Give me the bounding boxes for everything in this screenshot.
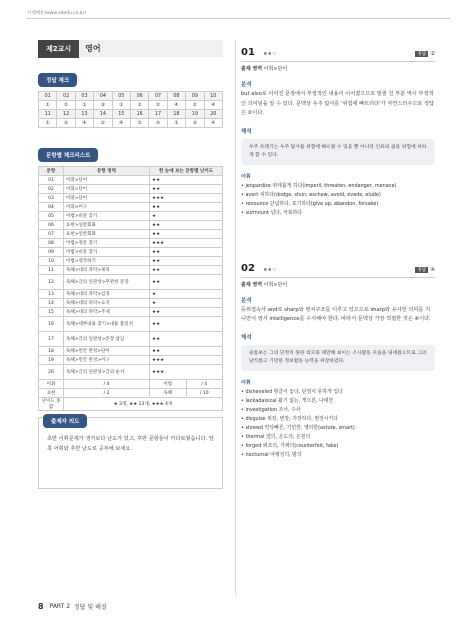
question-header bbox=[241, 40, 435, 62]
answer-cell: ③ bbox=[94, 101, 112, 110]
item-area: 독해>글의 일관성>무관한 문장 bbox=[64, 275, 150, 290]
item-difficulty: ★★ bbox=[150, 257, 223, 266]
question-number-cell: 18 bbox=[167, 110, 185, 119]
answer-number-row bbox=[39, 92, 223, 101]
difficulty-value: ★ 3개, ★★ 13개, ★★★ 4개 bbox=[64, 398, 223, 411]
question-number-cell: 07 bbox=[149, 92, 167, 101]
item-difficulty: ★★ bbox=[150, 275, 223, 290]
item-difficulty: ★★★ bbox=[150, 239, 223, 248]
answer-cell: ② bbox=[130, 119, 148, 128]
summary-value: / 4 bbox=[186, 380, 222, 389]
item-area: 독해>대의 파악>제목 bbox=[64, 266, 150, 275]
answer-value-row bbox=[39, 101, 223, 110]
summary-label: 어휘 bbox=[39, 380, 64, 389]
header-divider bbox=[26, 18, 450, 19]
item-number: 09 bbox=[39, 248, 64, 257]
answer-cell: ② bbox=[57, 101, 75, 110]
answer-table bbox=[38, 91, 223, 128]
item-difficulty: ★★ bbox=[150, 266, 223, 275]
item-difficulty: ★★★ bbox=[150, 194, 223, 203]
item-number: 14 bbox=[39, 299, 64, 308]
item-area: 독해>글의 일관성>글의 순서 bbox=[64, 365, 150, 380]
item-number: 16 bbox=[39, 317, 64, 332]
item-area: 어휘>어구 bbox=[64, 203, 150, 212]
question-number-cell: 02 bbox=[57, 92, 75, 101]
category: 출제 영역 어휘>단어 bbox=[241, 281, 288, 288]
checklist-table bbox=[38, 166, 223, 411]
summary-label: 독해 bbox=[150, 389, 187, 398]
question-number-cell: 16 bbox=[130, 110, 148, 119]
item-area: 표현>일반회화 bbox=[64, 230, 150, 239]
item-area: 어휘>단어 bbox=[64, 176, 150, 185]
answer-cell: ② bbox=[186, 101, 204, 110]
question-number-cell: 20 bbox=[204, 110, 222, 119]
section-header bbox=[38, 40, 223, 57]
item-area: 어법>비문 찾기 bbox=[64, 248, 150, 257]
page-footer bbox=[38, 602, 107, 611]
question-number-cell: 10 bbox=[204, 92, 222, 101]
item-area: 독해>빈칸 완성>어구 bbox=[64, 356, 150, 365]
item-number: 17 bbox=[39, 332, 64, 347]
table-row bbox=[39, 176, 223, 185]
question-01 bbox=[241, 40, 435, 218]
table-row bbox=[39, 299, 223, 308]
vocab-item: • lackadaisical 활기 없는, 게으른, 나태한 bbox=[241, 397, 334, 404]
answer-value: ② bbox=[430, 51, 435, 57]
answer-cell: ④ bbox=[112, 119, 130, 128]
question-number-cell: 06 bbox=[130, 92, 148, 101]
item-area: 어법>비문 찾기 bbox=[64, 212, 150, 221]
answer-check-title: 정답 체크 bbox=[38, 73, 77, 87]
answer-cell: ① bbox=[112, 101, 130, 110]
question-number-cell: 15 bbox=[112, 110, 130, 119]
answer-label bbox=[415, 267, 435, 273]
item-number: 04 bbox=[39, 203, 64, 212]
item-number: 06 bbox=[39, 221, 64, 230]
table-row bbox=[39, 308, 223, 317]
answer-cell: ① bbox=[167, 119, 185, 128]
column-divider bbox=[235, 40, 236, 595]
answer-icon: 정답 bbox=[417, 267, 427, 273]
vocab-label: 어휘 bbox=[241, 379, 251, 386]
item-difficulty: ★★ bbox=[150, 317, 223, 332]
answer-cell: ④ bbox=[75, 119, 93, 128]
answer-cell: ① bbox=[39, 119, 57, 128]
answer-check bbox=[38, 67, 223, 128]
difficulty-label: 난이도 종합 bbox=[39, 398, 64, 411]
difficulty-stars: ★★☆ bbox=[263, 266, 277, 273]
footer-title: 정답 및 해설 bbox=[73, 604, 107, 611]
translation-label: 해석 bbox=[241, 334, 252, 341]
item-area: 어휘>단어 bbox=[64, 185, 150, 194]
question-number-cell: 09 bbox=[186, 92, 204, 101]
question-number-cell: 11 bbox=[39, 110, 57, 119]
intent-box bbox=[38, 417, 223, 489]
item-difficulty: ★★ bbox=[150, 308, 223, 317]
vocab-item: • surmount 넘다, 극복하다 bbox=[241, 209, 302, 216]
item-number: 13 bbox=[39, 290, 64, 299]
vocab-item: • investigation 조사, 수사 bbox=[241, 406, 301, 413]
answer-cell: ③ bbox=[186, 119, 204, 128]
header-url: 시대에듀(www.sdedu.co.kr) bbox=[27, 11, 87, 16]
item-area: 어법>정문 찾기 bbox=[64, 239, 150, 248]
answer-cell: ④ bbox=[167, 101, 185, 110]
answer-value-row bbox=[39, 119, 223, 128]
item-difficulty: ★★★ bbox=[150, 356, 223, 365]
table-row bbox=[39, 266, 223, 275]
item-number: 03 bbox=[39, 194, 64, 203]
item-area: 독해>글의 일관성>문장 삽입 bbox=[64, 332, 150, 347]
table-row bbox=[39, 290, 223, 299]
answer-cell: ② bbox=[94, 119, 112, 128]
answer-cell: ① bbox=[75, 101, 93, 110]
item-area: 독해>대의 파악>주제 bbox=[64, 308, 150, 317]
vocab-list bbox=[241, 388, 435, 460]
checklist bbox=[38, 142, 223, 411]
table-row bbox=[39, 185, 223, 194]
question-number-cell: 14 bbox=[94, 110, 112, 119]
item-area: 어법>영작하기 bbox=[64, 257, 150, 266]
item-number: 18 bbox=[39, 347, 64, 356]
item-number: 11 bbox=[39, 266, 64, 275]
item-number: 10 bbox=[39, 257, 64, 266]
item-difficulty: ★★ bbox=[150, 176, 223, 185]
answer-value: ④ bbox=[430, 266, 435, 273]
column-header: 한 눈에 보는 문항별 난이도 bbox=[150, 167, 223, 176]
difficulty-summary-row bbox=[39, 398, 223, 411]
translation-box: 콜롬보는 그의 단정치 못한 외모와 태만해 보이는 조사활동 모습을 내세웠으므로 그의 날카롭고 기민한 정보활동 능력을 위장하였다. bbox=[241, 345, 435, 371]
question-number-cell: 13 bbox=[75, 110, 93, 119]
column-header: 문항 bbox=[39, 167, 64, 176]
item-area: 독해>대의 파악>심경 bbox=[64, 290, 150, 299]
question-header bbox=[241, 256, 435, 278]
analysis-text: 등위접속사 and로 sharp와 병치구조를 이루고 있으므로 sharp와 유사한 의미를 지니면서 영사 intelligence를 수식해야 한다. 따라서 문맥상 가장 적절한 것은 ④이다. bbox=[241, 306, 431, 322]
answer-cell: ③ bbox=[57, 119, 75, 128]
table-row bbox=[39, 239, 223, 248]
answer-cell: ③ bbox=[149, 119, 167, 128]
item-number: 01 bbox=[39, 176, 64, 185]
answer-cell: ④ bbox=[204, 119, 222, 128]
question-number: 01 bbox=[241, 47, 255, 58]
table-row bbox=[39, 194, 223, 203]
table-row bbox=[39, 356, 223, 365]
table-row bbox=[39, 365, 223, 380]
answer-cell: ② bbox=[130, 101, 148, 110]
question-number-cell: 19 bbox=[186, 110, 204, 119]
analysis-label: 분석 bbox=[241, 297, 252, 304]
analysis-text: but also로 이어진 문장에서 부정적인 내용이 이어졌으므로 밑줄 친 부분 역시 부정적인 의미임을 알 수 있다. 문맥상 우주 탐사를 '위험에 빠뜨리다'가 자연스러우므로 정답은 ②이다. bbox=[241, 91, 435, 116]
footer-part: PART 2 bbox=[49, 603, 71, 610]
item-difficulty: ★★ bbox=[150, 221, 223, 230]
item-area: 표현>일반회화 bbox=[64, 221, 150, 230]
item-difficulty: ★★ bbox=[150, 185, 223, 194]
summary-value: / 2 bbox=[64, 389, 150, 398]
left-column bbox=[38, 40, 223, 489]
summary-label: 표현 bbox=[39, 389, 64, 398]
table-row bbox=[39, 212, 223, 221]
answer-cell: ① bbox=[39, 101, 57, 110]
table-row bbox=[39, 221, 223, 230]
item-difficulty: ★★ bbox=[150, 203, 223, 212]
question-number-cell: 17 bbox=[149, 110, 167, 119]
translation-box: 우주 쓰레기는 우주 탐사를 위험에 빠뜨릴 수 있을 뿐 아니라 인류의 삶을 위험에 처하게 할 수 있다. bbox=[241, 139, 435, 165]
translation-label: 해석 bbox=[241, 128, 252, 135]
question-number-cell: 12 bbox=[57, 110, 75, 119]
item-area: 독해>빈칸 완성>단어 bbox=[64, 347, 150, 356]
item-number: 08 bbox=[39, 239, 64, 248]
vocab-item: • forged 위조의, 가짜의(counterfeit, fake) bbox=[241, 442, 339, 449]
question-number-cell: 04 bbox=[94, 92, 112, 101]
item-number: 02 bbox=[39, 185, 64, 194]
item-number: 05 bbox=[39, 212, 64, 221]
item-difficulty: ★★ bbox=[150, 332, 223, 347]
section-title: 영어 bbox=[85, 44, 101, 53]
question-number-cell: 03 bbox=[75, 92, 93, 101]
summary-label: 어법 bbox=[150, 380, 187, 389]
item-area: 어휘>단어 bbox=[64, 194, 150, 203]
vocab-item: • nocturnal 야행성의, 밤의 bbox=[241, 451, 302, 458]
item-area: 독해>세부내용 찾기>내용 불일치 bbox=[64, 317, 150, 332]
section-badge: 제2교시 bbox=[38, 40, 79, 58]
item-difficulty: ★ bbox=[150, 290, 223, 299]
summary-row bbox=[39, 380, 223, 389]
page-number: 8 bbox=[38, 602, 44, 611]
item-number: 19 bbox=[39, 356, 64, 365]
summary-row bbox=[39, 389, 223, 398]
answer-icon: 정답 bbox=[417, 52, 427, 57]
intent-title: 출제자 의도 bbox=[43, 414, 87, 428]
answer-cell: ④ bbox=[204, 101, 222, 110]
table-row bbox=[39, 317, 223, 332]
table-row bbox=[39, 257, 223, 266]
item-number: 12 bbox=[39, 275, 64, 290]
item-difficulty: ★★★ bbox=[150, 365, 223, 380]
question-number-cell: 05 bbox=[112, 92, 130, 101]
item-difficulty: ★★ bbox=[150, 230, 223, 239]
question-number-cell: 01 bbox=[39, 92, 57, 101]
answer-cell: ② bbox=[149, 101, 167, 110]
intent-text: 초반 어휘문제가 생각보다 난도가 있고, 후반 문항들이 까다로웠습니다. 앞쪽 어휘와 후반 난도로 공부해 보세요. bbox=[47, 436, 214, 452]
vocab-list bbox=[241, 182, 435, 218]
vocab-item: • shrewd 약삭빠른, 기민한, 영리한(astute, smart) bbox=[241, 424, 355, 431]
category: 출제 영역 어휘>단어 bbox=[241, 66, 288, 72]
vocab-item: • jeopardize 위태롭게 하다(imperil, threaten, endanger, menace) bbox=[241, 182, 397, 189]
vocab-item: • disheveled 헝클어 놓다, 단정치 못하게 입다 bbox=[241, 388, 343, 395]
analysis-label: 분석 bbox=[241, 82, 252, 88]
summary-value: / 4 bbox=[64, 380, 150, 389]
table-row bbox=[39, 230, 223, 239]
item-number: 20 bbox=[39, 365, 64, 380]
question-02 bbox=[241, 256, 435, 460]
item-difficulty: ★ bbox=[150, 212, 223, 221]
item-number: 07 bbox=[39, 230, 64, 239]
right-column bbox=[241, 40, 435, 460]
question-number-cell: 08 bbox=[167, 92, 185, 101]
checklist-title: 문항별 체크리스트 bbox=[38, 148, 98, 162]
difficulty-stars: ★★☆ bbox=[263, 51, 277, 57]
table-row bbox=[39, 203, 223, 212]
item-difficulty: ★★ bbox=[150, 248, 223, 257]
item-difficulty: ★★ bbox=[150, 347, 223, 356]
vocab-item: • thermal 열의, 온도의; 온천의 bbox=[241, 433, 311, 440]
vocab-item: • avert 피하다(dodge, shun, eschew, avoid, evade, elude) bbox=[241, 191, 381, 198]
item-area: 독해>대의 파악>요지 bbox=[64, 299, 150, 308]
item-number: 15 bbox=[39, 308, 64, 317]
answer-number-row bbox=[39, 110, 223, 119]
table-row bbox=[39, 347, 223, 356]
vocab-label: 어휘 bbox=[241, 173, 251, 180]
question-number: 02 bbox=[241, 262, 255, 274]
item-difficulty: ★ bbox=[150, 299, 223, 308]
vocab-item: • disguise 위장, 변장; 가장하다, 변장시키다 bbox=[241, 415, 338, 422]
table-row bbox=[39, 248, 223, 257]
vocab-item: • renounce 단념하다, 포기하다(give up, abandon, forsake) bbox=[241, 200, 379, 207]
summary-value: / 10 bbox=[186, 389, 222, 398]
table-row bbox=[39, 332, 223, 347]
column-header: 문항 영역 bbox=[64, 167, 150, 176]
answer-label bbox=[415, 51, 435, 57]
table-row bbox=[39, 275, 223, 290]
